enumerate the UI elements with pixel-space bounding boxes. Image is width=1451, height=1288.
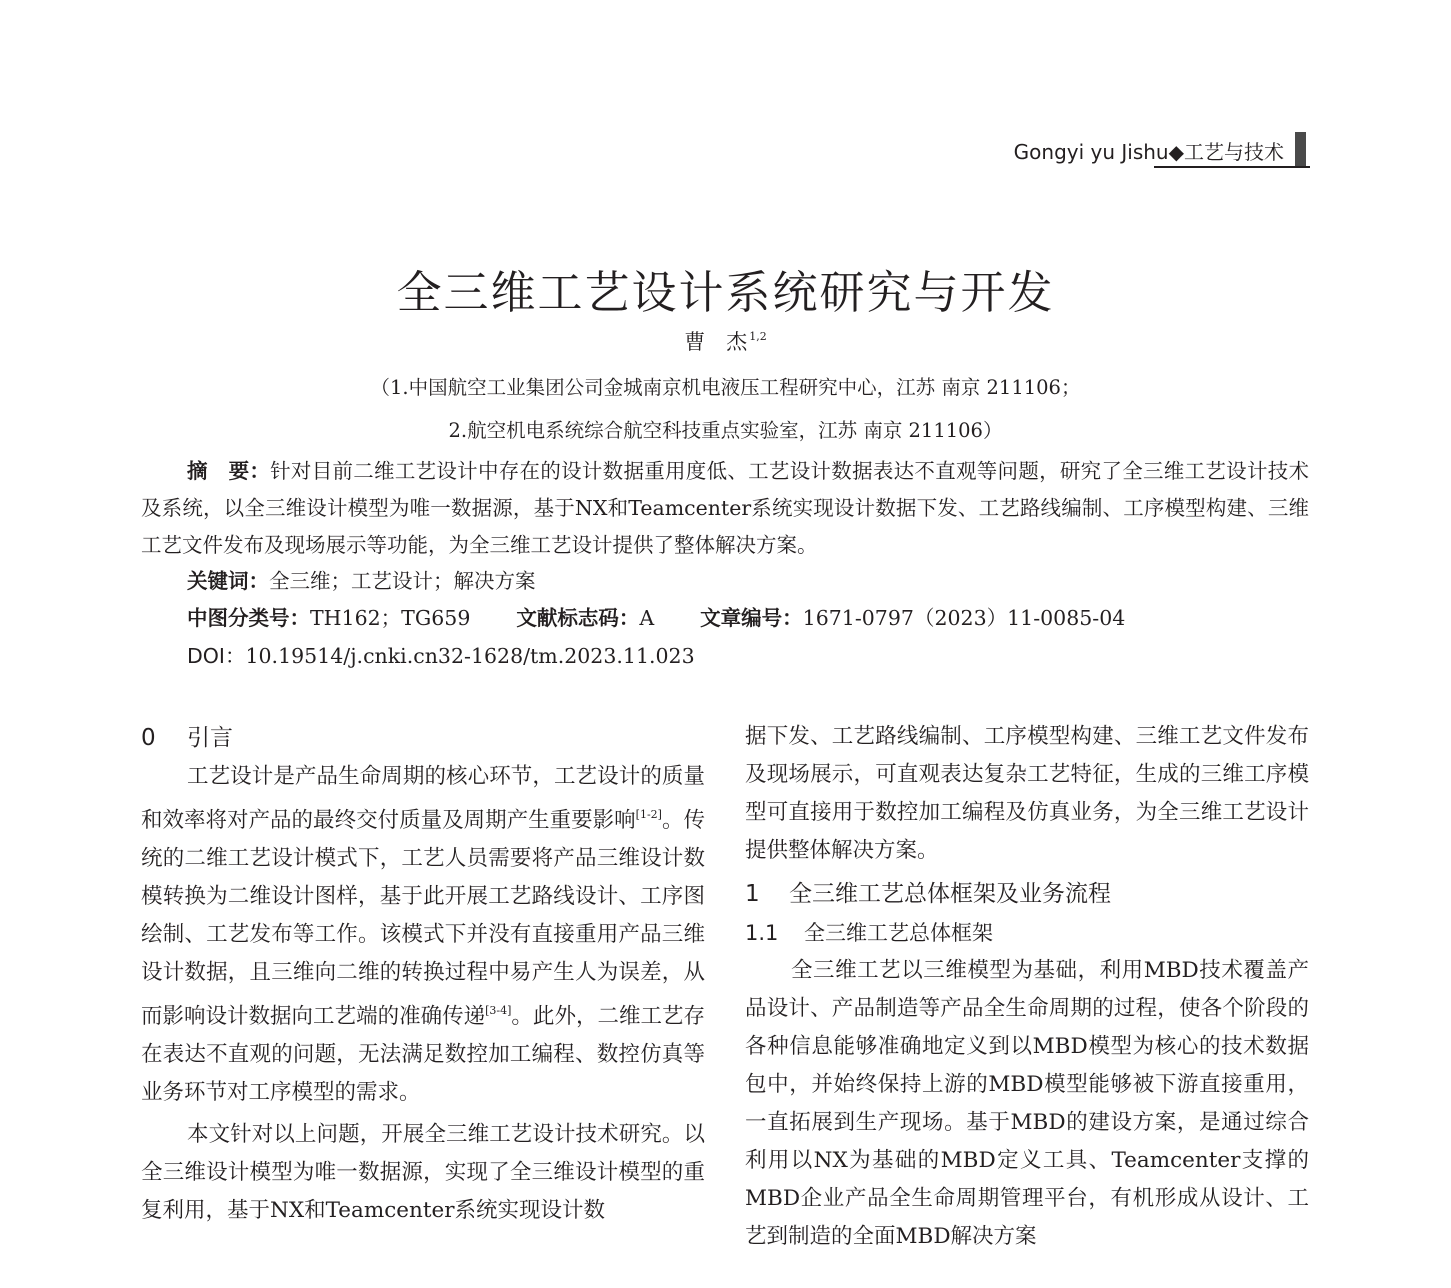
paragraph-text: 。此外，二维工艺存在表达不直观的问题，无法满足数控加工编程、数控仿真等业务环节对工序模型的需求。 [141, 1004, 705, 1105]
author-name: 曹 杰 [684, 330, 748, 354]
abstract-label: 摘 要： [187, 459, 271, 483]
paragraph-framework: 全三维工艺以三维模型为基础，利用MBD技术覆盖产品设计、产品制造等产品全生命周期的过程，使各个阶段的各种信息能够准确地定义到以MBD模型为核心的技术数据包中，并始终保持上游的MBD模型能够被下游直接重用，一直拓展到生产现场。基于MBD的建设方案，是通过综合利用以NX为基础的MBD定义工具、Teamcenter支撑的MBD企业产品全生命周期管理平台，有机形成从设计、工艺到制造的全面MBD解决方案 [745, 958, 1309, 1249]
paragraph-continued: 据下发、工艺路线编制、工序模型构建、三维工艺文件发布及现场展示，可直观表达复杂工艺特征，生成的三维工序模型可直接用于数控加工编程及仿真业务，为全三维工艺设计提供整体解决方案。 [745, 724, 1309, 863]
section-title: 全三维工艺总体框架及业务流程 [789, 881, 1111, 907]
keywords [187, 564, 536, 594]
subsection-heading-1-1 [745, 914, 1309, 952]
keywords-text: 全三维；工艺设计；解决方案 [269, 569, 536, 593]
classification-line [187, 601, 1125, 631]
clc-label: 中图分类号： [187, 606, 310, 630]
header-bar-mark [1295, 132, 1306, 167]
running-title-cn: 工艺与技术 [1184, 140, 1284, 164]
doc-code-value: A [639, 606, 655, 630]
paragraph-intro-1 [141, 758, 705, 1112]
paragraph-text: 。传统的二维工艺设计模式下，工艺人员需要将产品三维设计数模转换为二维设计图样，基于此开展工艺路线设计、工序图绘制、工艺发布等工作。该模式下并没有直接重用产品三维设计数据，且三维向二维的转换过程中易产生人为误差，从而影响设计数据向工艺端的准确传递 [141, 808, 705, 1029]
running-header [950, 132, 1310, 172]
abstract-text: 针对目前二维工艺设计中存在的设计数据重用度低、工艺设计数据表达不直观等问题，研究了全三维工艺设计技术及系统，以全三维设计模型为唯一数据源，基于NX和Teamcenter系统实现设计数据下发、工艺路线编制、工序模型构建、三维工艺文件发布及现场展示等功能，为全三维工艺设计提供了整体解决方案。 [141, 459, 1310, 557]
clc-value: TH162；TG659 [310, 606, 471, 630]
article-number-label: 文章编号： [700, 606, 803, 630]
subsection-number: 1.1 [745, 921, 779, 945]
paragraph-text: 工艺设计是产品生命周期的核心环节，工艺设计的质量和效率将对产品的最终交付质量及周期产生重要影响 [141, 764, 705, 833]
diamond-icon: ◆ [1168, 140, 1184, 164]
header-underline [1154, 166, 1310, 168]
article-number-value: 1671-0797（2023）11-0085-04 [802, 606, 1126, 630]
section-title: 引言 [187, 725, 233, 751]
citation: [3-4] [485, 1004, 512, 1017]
section-number: 1 [745, 881, 760, 907]
right-column [745, 718, 1309, 1256]
citation: [1-2] [635, 808, 662, 821]
author-affiliation-marks: 1,2 [749, 330, 767, 343]
section-heading-1 [745, 874, 1309, 914]
doi-label: DOI： [187, 644, 246, 668]
abstract [141, 453, 1309, 564]
keywords-label: 关键词： [187, 569, 269, 593]
doi-value: 10.19514/j.cnki.cn32-1628/tm.2023.11.023 [245, 644, 695, 668]
left-column [141, 718, 705, 1230]
running-title-latin: Gongyi yu Jishu [1013, 140, 1169, 164]
affiliation-1: （1.中国航空工业集团公司金城南京机电液压工程研究中心，江苏 南京 211106； [370, 376, 1081, 399]
section-heading-0 [141, 718, 705, 758]
paragraph-intro-2: 本文针对以上问题，开展全三维工艺设计技术研究。以全三维设计模型为唯一数据源，实现了全三维设计模型的重复利用，基于NX和Teamcenter系统实现设计数 [141, 1122, 705, 1223]
subsection-title: 全三维工艺总体框架 [804, 921, 993, 945]
affiliation-2: 2.航空机电系统综合航空科技重点实验室，江苏 南京 211106） [448, 419, 1003, 442]
paper-title: 全三维工艺设计系统研究与开发 [396, 266, 1055, 319]
section-number: 0 [141, 725, 156, 751]
doi-line [187, 639, 695, 669]
author-line [0, 326, 1451, 356]
doc-code-label: 文献标志码： [516, 606, 640, 630]
running-title [1014, 136, 1284, 165]
